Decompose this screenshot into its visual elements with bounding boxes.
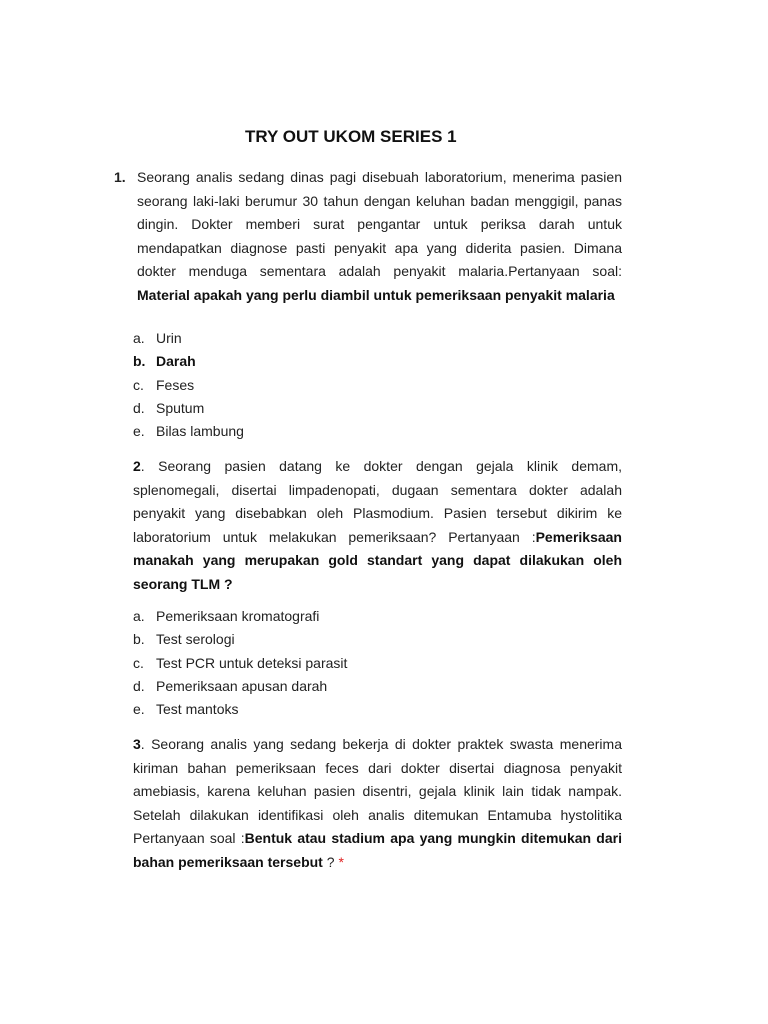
- option-item: [133, 605, 613, 628]
- question-1-text: Seorang analis sedang dinas pagi disebuah laboratorium, menerima pasien seorang laki-laki berumur 30 tahun dengan keluhan badan menggigil, panas dingin. Dokter memberi surat pengantar untuk periksa darah untuk mendapatkan diagnose pasti penyakit apa yang diderita pasien. Dimana dokter menduga sementara adalah penyakit malaria.Pertanyaan soal:: [137, 169, 622, 280]
- question-2: [133, 455, 622, 597]
- option-letter: d.: [133, 399, 145, 416]
- option-item: [133, 420, 613, 443]
- question-1-options: [133, 327, 613, 443]
- question-2-number: 2: [133, 458, 141, 474]
- option-item: [133, 698, 613, 721]
- option-text: Feses: [156, 376, 195, 393]
- question-3-suffix: ?: [322, 853, 339, 870]
- page-title: TRY OUT UKOM SERIES 1: [245, 127, 457, 146]
- option-item: [133, 628, 613, 651]
- option-item: [133, 675, 613, 698]
- option-text: Test PCR untuk deteksi parasit: [156, 654, 348, 671]
- option-letter: c.: [133, 654, 144, 671]
- option-letter: a.: [133, 330, 145, 346]
- option-letter: d.: [133, 677, 145, 694]
- option-letter: e.: [133, 701, 145, 718]
- question-3-prompt: Bentuk atau stadium apa yang mungkin ditemukan dari bahan pemeriksaan tersebut: [133, 830, 622, 870]
- option-text: Test serologi: [156, 631, 235, 648]
- option-item: [133, 652, 613, 675]
- question-3-number: 3: [133, 736, 141, 752]
- question-2-prompt: Pemeriksaan manakah yang merupakan gold standart yang dapat dilakukan oleh seorang TLM ?: [133, 528, 622, 592]
- option-letter: b.: [133, 631, 145, 648]
- option-letter: e.: [133, 423, 145, 440]
- option-text: Bilas lambung: [156, 423, 244, 440]
- question-1-prompt: Material apakah yang perlu diambil untuk pemeriksaan penyakit malaria: [137, 286, 615, 303]
- option-item: [133, 374, 613, 397]
- option-item-answer: [133, 350, 613, 373]
- option-letter: a.: [133, 608, 145, 624]
- option-text: Pemeriksaan apusan darah: [156, 677, 328, 694]
- question-1: [137, 166, 622, 308]
- question-3-text: . Seorang analis yang sedang bekerja di dokter praktek swasta menerima kiriman bahan pemeriksaan feces dari dokter disertai diagnosa penyakit amebiasis, karena keluhan pasien disentri, gejala klinik lain tidak nampak. Setelah dilakukan identifikasi oleh analis ditemukan Entamuba hystolitika Pertanyaan soal :: [133, 736, 622, 847]
- option-item: [133, 327, 613, 350]
- question-2-text: . Seorang pasien datang ke dokter dengan gejala klinik demam, splenomegali, disertai limpadenopati, dugaan sementara dokter adalah penyakit yang disebabkan oleh Plasmodium. Pasien tersebut dikirim ke laboratorium untuk melakukan pemeriksaan? Pertanyaan :: [133, 458, 622, 545]
- question-3: [133, 733, 622, 875]
- question-2-options: [133, 605, 613, 721]
- option-text: Urin: [156, 330, 182, 346]
- option-text: Pemeriksaan kromatografi: [156, 608, 320, 624]
- question-1-number: 1.: [114, 169, 126, 185]
- option-letter: b.: [133, 353, 146, 370]
- option-text: Darah: [156, 353, 196, 370]
- option-letter: c.: [133, 376, 144, 393]
- required-asterisk: *: [338, 853, 344, 870]
- option-item: [133, 397, 613, 420]
- option-text: Test mantoks: [156, 701, 239, 718]
- option-text: Sputum: [156, 399, 205, 416]
